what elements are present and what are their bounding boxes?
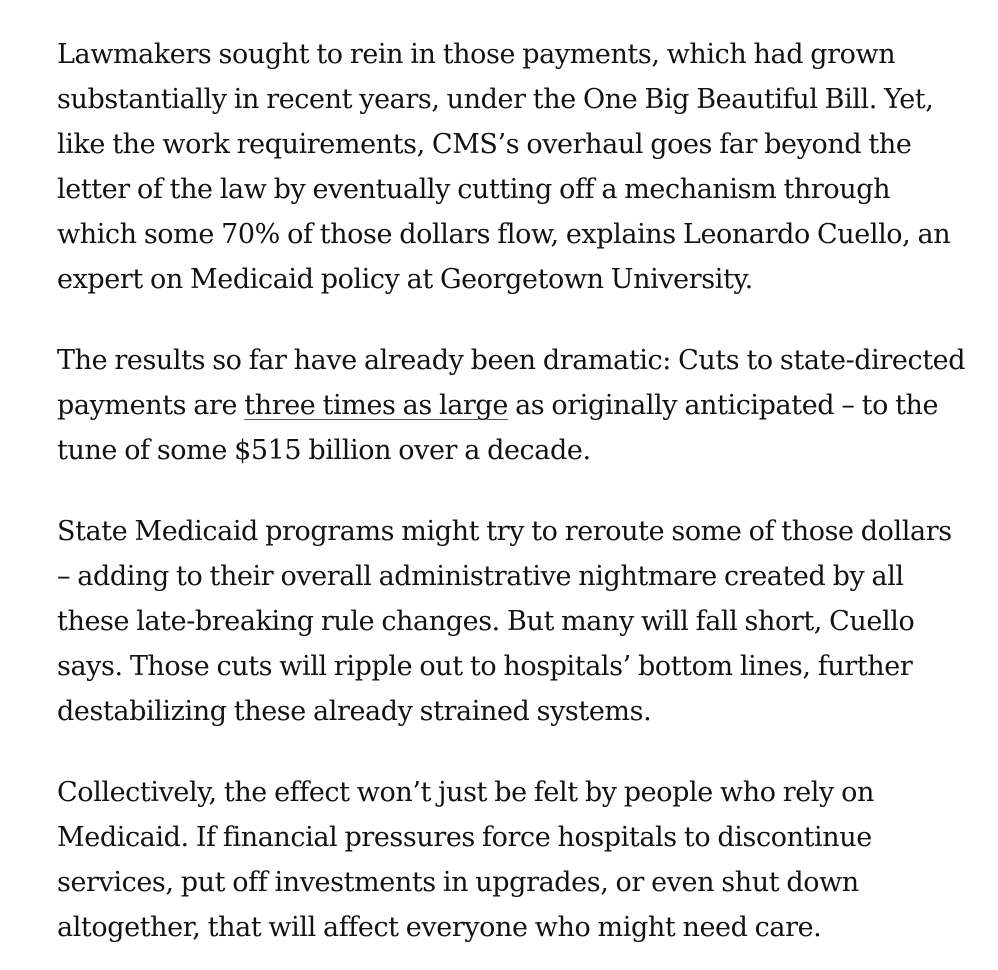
paragraph-line: these late-breaking rule changes. But many will fall short, Cuello <box>57 606 915 637</box>
paragraph-results-dramatic <box>57 338 987 473</box>
paragraph-line: altogether, that will affect everyone who might need care. <box>57 912 822 943</box>
paragraph-line: expert on Medicaid policy at Georgetown University. <box>57 264 753 295</box>
paragraph-line: Collectively, the effect won’t just be felt by people who rely on <box>57 777 874 808</box>
paragraph-line: – adding to their overall administrative nightmare created by all <box>57 561 904 592</box>
paragraph-line-with-link <box>57 383 987 428</box>
paragraph-line: substantially in recent years, under the One Big Beautiful Bill. Yet, <box>57 84 934 115</box>
paragraph-line: destabilizing these already strained systems. <box>57 696 652 727</box>
paragraph-line: which some 70% of those dollars flow, explains Leonardo Cuello, an <box>57 219 951 250</box>
paragraph-line: Lawmakers sought to rein in those payments, which had grown <box>57 39 896 70</box>
paragraph-line: like the work requirements, CMS’s overhaul goes far beyond the <box>57 129 912 160</box>
paragraph-text: payments are <box>57 390 245 421</box>
paragraph-state-directed-payments <box>57 32 987 302</box>
paragraph-line: Medicaid. If financial pressures force hospitals to discontinue <box>57 822 872 853</box>
paragraph-line: letter of the law by eventually cutting off a mechanism through <box>57 174 891 205</box>
paragraph-line: says. Those cuts will ripple out to hospitals’ bottom lines, further <box>57 651 913 682</box>
paragraph-state-medicaid-programs <box>57 509 987 734</box>
paragraph-line: The results so far have already been dramatic: Cuts to state-directed <box>57 345 966 376</box>
paragraph-line: tune of some $515 billion over a decade. <box>57 435 591 466</box>
paragraph-line: services, put off investments in upgrades, or even shut down <box>57 867 859 898</box>
three-times-as-large-link[interactable]: three times as large <box>244 390 508 421</box>
paragraph-line: State Medicaid programs might try to reroute some of those dollars <box>57 516 952 547</box>
paragraph-text: as originally anticipated – to the <box>507 390 939 421</box>
article-body <box>57 32 987 950</box>
paragraph-collectively <box>57 770 987 950</box>
